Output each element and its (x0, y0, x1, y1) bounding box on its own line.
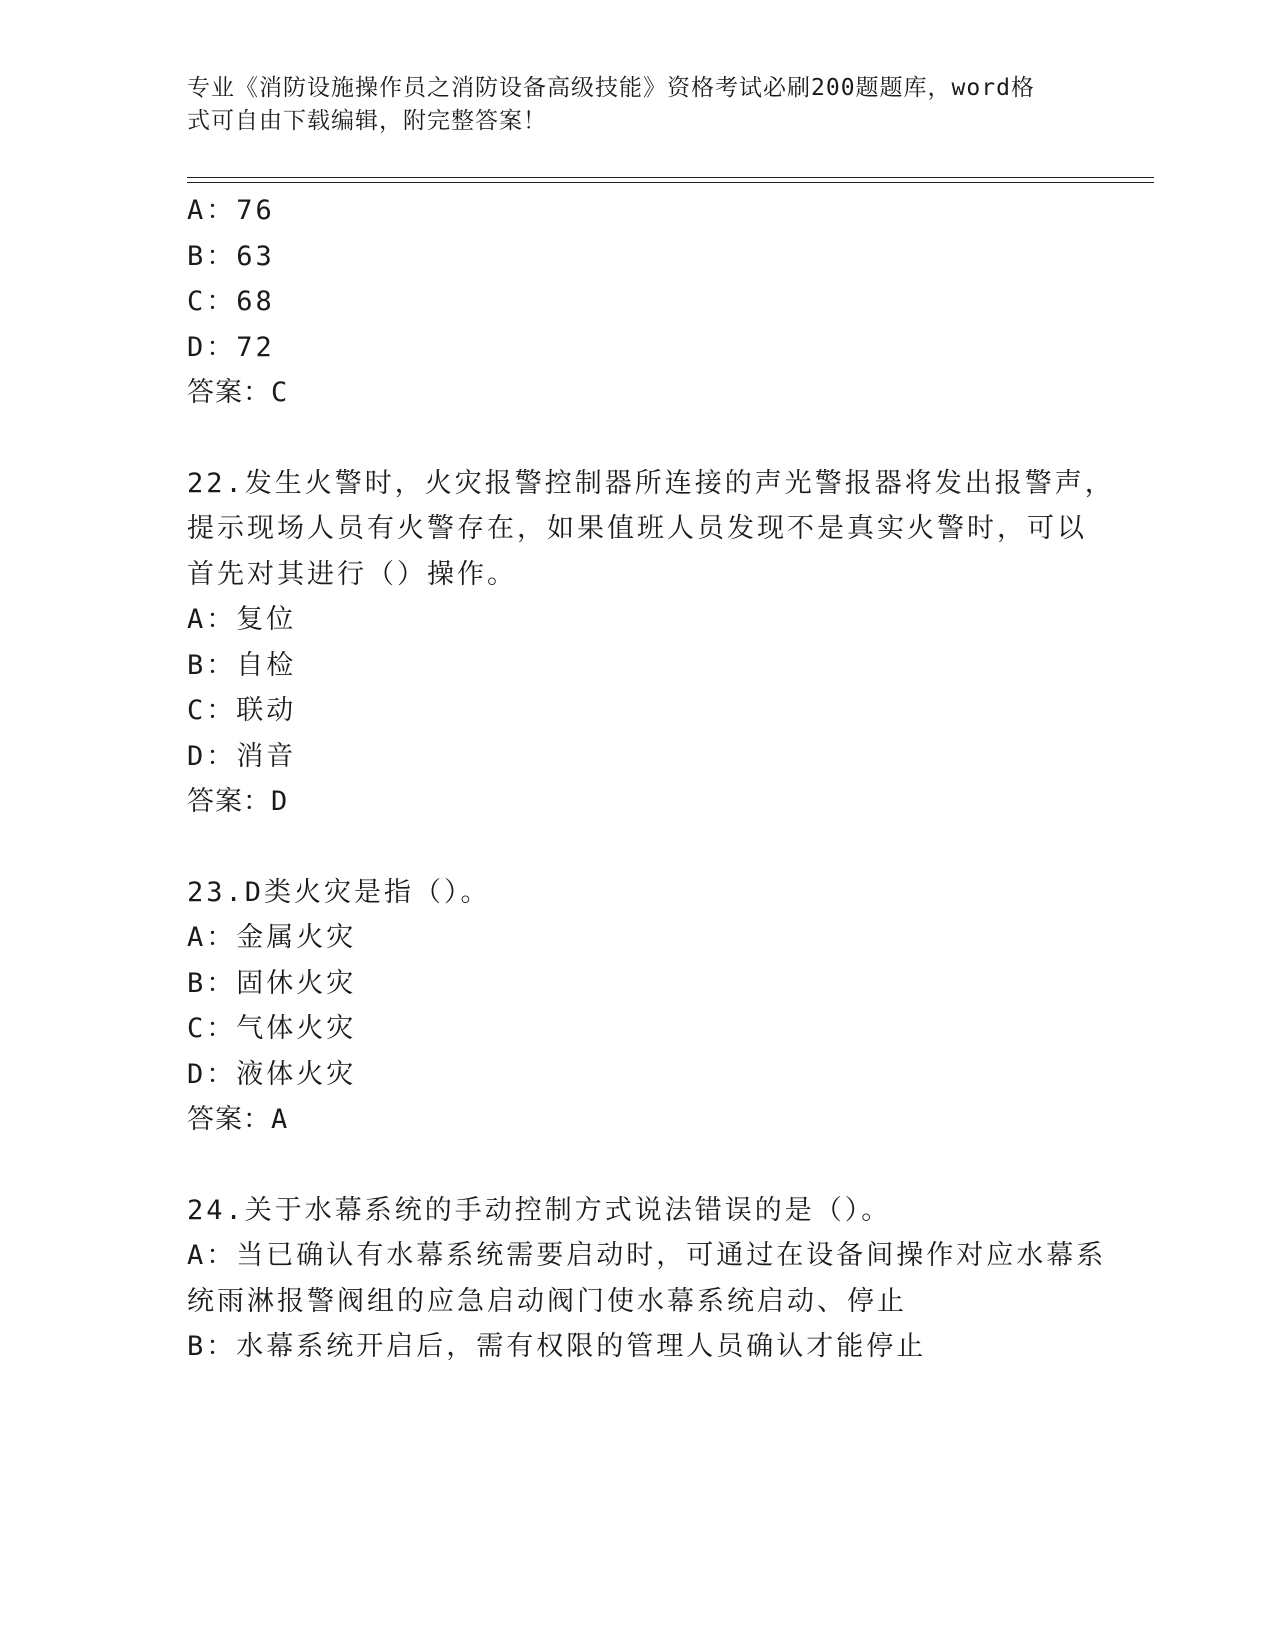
option-b: B：固休火灾 (187, 967, 357, 999)
question-stem: 首先对其进行（）操作。 (187, 558, 517, 590)
answer: 答案：A (187, 1104, 289, 1135)
question-22 (187, 461, 1115, 825)
answer: 答案：D (187, 786, 289, 817)
option-a-continued: 统雨淋报警阀组的应急启动阀门使水幕系统启动、停止 (187, 1285, 907, 1317)
question-24 (187, 1188, 1107, 1370)
question-23 (187, 870, 1087, 1143)
option-c: C：68 (187, 286, 275, 317)
option-a: A：金属火灾 (187, 922, 357, 953)
header-divider-bottom (187, 182, 1154, 183)
answer: 答案：C (187, 377, 289, 408)
option-a: A：复位 (187, 604, 297, 635)
header-line-2: 式可自由下载编辑，附完整答案！ (187, 108, 547, 134)
question-stem: 23.D类火灾是指（）。 (187, 876, 491, 908)
option-c: C：联动 (187, 695, 297, 726)
option-d: D：消音 (187, 740, 297, 772)
option-b: B：63 (187, 240, 275, 272)
header-line-1: 专业《消防设施操作员之消防设备高级技能》资格考试必刷200题题库，word格 (187, 75, 1035, 101)
header-divider-top (187, 177, 1154, 178)
option-b: B：水幕系统开启后，需有权限的管理人员确认才能停止 (187, 1331, 927, 1362)
document-header (187, 72, 1067, 138)
option-c: C：气体火灾 (187, 1013, 357, 1044)
option-a: A：当已确认有水幕系统需要启动时，可通过在设备间操作对应水幕系 (187, 1240, 1107, 1271)
option-b: B：自检 (187, 649, 297, 681)
option-d: D：72 (187, 331, 275, 363)
question-stem: 24.关于水幕系统的手动控制方式说法错误的是（）。 (187, 1194, 892, 1226)
question-stem: 22.发生火警时，火灾报警控制器所连接的声光警报器将发出报警声， (187, 467, 1115, 499)
option-d: D：液体火灾 (187, 1058, 357, 1090)
question-list (187, 188, 1115, 1370)
question-21-continued (187, 188, 1087, 416)
question-stem: 提示现场人员有火警存在，如果值班人员发现不是真实火警时，可以 (187, 513, 1087, 544)
option-a: A：76 (187, 195, 275, 226)
